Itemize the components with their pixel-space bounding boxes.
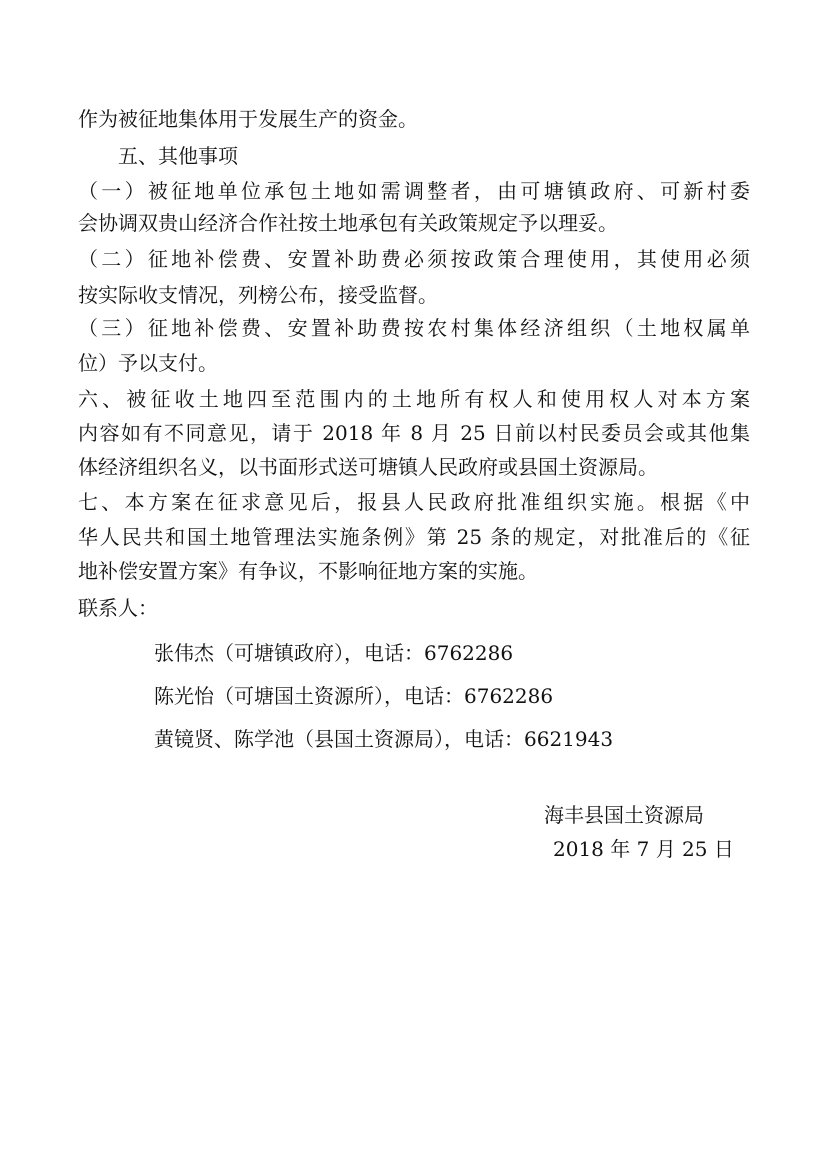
paragraph-line: 体经济组织名义，以书面形式送可塘镇人民政府或县国土资源局。 (78, 455, 658, 479)
paragraph-line: 会协调双贵山经济合作社按土地承包有关政策规定予以理妥。 (78, 211, 618, 235)
contacts-label: 联系人： (78, 596, 158, 620)
paragraph-line: 作为被征地集体用于发展生产的资金。 (78, 107, 418, 131)
paragraph-line: 按实际收支情况，列榜公布，接受监督。 (78, 283, 438, 307)
section-heading: 五、其他事项 (118, 144, 238, 168)
paragraph-line: （三）征地补偿费、安置补助费按农村集体经济组织（土地权属单 (78, 316, 750, 340)
paragraph-line: 位）予以支付。 (78, 351, 218, 375)
contact-line: 黄镜贤、陈学池（县国土资源局），电话：6621943 (154, 727, 614, 751)
signature-date: 2018 年 7 月 25 日 (553, 837, 734, 861)
paragraph-line: 六、被征收土地四至范围内的土地所有权人和使用权人对本方案 (78, 387, 750, 411)
paragraph-line: （一）被征地单位承包土地如需调整者，由可塘镇政府、可新村委 (78, 179, 750, 203)
contact-line: 张伟杰（可塘镇政府），电话：6762286 (154, 641, 514, 665)
contact-line: 陈光怡（可塘国土资源所），电话：6762286 (154, 684, 554, 708)
paragraph-line: （二）征地补偿费、安置补助费必须按政策合理使用，其使用必须 (78, 247, 750, 271)
paragraph-line: 七、本方案在征求意见后，报县人民政府批准组织实施。根据《中 (78, 490, 750, 514)
paragraph-line: 内容如有不同意见，请于 2018 年 8 月 25 日前以村民委员会或其他集 (78, 421, 750, 445)
signature-organization: 海丰县国土资源局 (544, 803, 704, 827)
paragraph-line: 华人民共和国土地管理法实施条例》第 25 条的规定，对批准后的《征 (78, 525, 750, 549)
paragraph-line: 地补偿安置方案》有争议，不影响征地方案的实施。 (78, 559, 538, 583)
